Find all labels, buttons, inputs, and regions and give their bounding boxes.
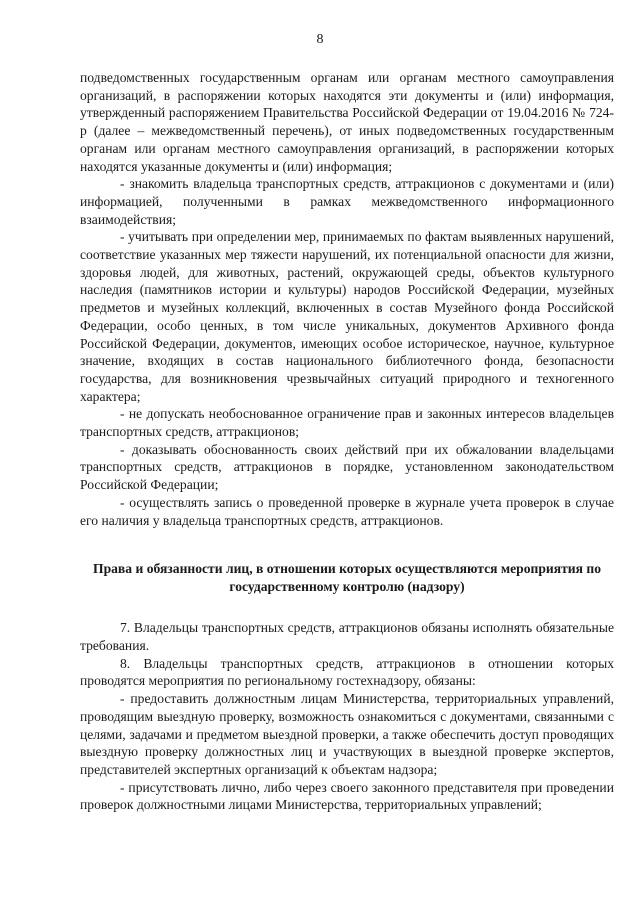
- paragraph: - осуществлять запись о проведенной проверке в журнале учета проверок в случае его наличия у владельца транспортных средств, аттракционов.: [80, 494, 614, 528]
- paragraph: - учитывать при определении мер, принимаемых по фактам выявленных нарушений, соответствие указанных мер тяжести нарушений, их потенциальной опасности для жизни, здоровья людей, для животных, растений, окружающей среды, объектов культурного наследия (памятников истории и культуры) народов Российской Федерации, музейных предметов и музейных коллекций, включенных в состав Музейного фонда Российской Федерации, особо ценных, в том числе уникальных, документов Архивного фонда Российской Федерации, документов, имеющих особое историческое, научное, культурное значение, входящих в состав национального библиотечного фонда, безопасности государства, для возникновения чрезвычайных ситуаций природного и техногенного характера;: [80, 229, 614, 404]
- paragraph: 8. Владельцы транспортных средств, аттракционов в отношении которых проводятся мероприятия по региональному гостехнадзору, обязаны:: [80, 655, 614, 689]
- paragraph: - не допускать необоснованное ограничение прав и законных интересов владельцев транспортных средств, аттракционов;: [80, 406, 614, 440]
- paragraph: - доказывать обоснованность своих действий при их обжаловании владельцами транспортных средств, аттракционов в порядке, установленном законодательством Российской Федерации;: [80, 441, 614, 493]
- section-heading: Права и обязанности лиц, в отношении которых осуществляются мероприятия по государственному контролю (надзору): [93, 561, 601, 595]
- paragraph: подведомственных государственным органам или органам местного самоуправления организаций, в распоряжении которых находятся эти документы и (или) информация, утвержденный распоряжением Правительства Российской Федерации от 19.04.2016 № 724-р (далее – межведомственный перечень), от иных подведомственных государственным органам или органам местного самоуправления организаций, в распоряжении которых находятся указанные документы и (или) информация;: [80, 70, 614, 174]
- paragraph: - присутствовать лично, либо через своего законного представителя при проведении проверок должностными лицами Министерства, территориальных управлений;: [80, 779, 614, 813]
- page-number: 8: [316, 32, 324, 47]
- paragraph: 7. Владельцы транспортных средств, аттракционов обязаны исполнять обязательные требования.: [80, 620, 614, 653]
- paragraph: - знакомить владельца транспортных средств, аттракционов с документами и (или) информацией, полученными в рамках межведомственного информационного взаимодействия;: [80, 176, 614, 227]
- paragraph: - предоставить должностным лицам Министерства, территориальных управлений, проводящим выездную проверку, возможность ознакомиться с документами, связанными с целями, задачами и предметом выездной проверки, а также обеспечить доступ проводящих выездную проверку должностных лиц и участвующих в выездной проверке экспертов, представителей экспертных организаций к объектам надзора;: [80, 691, 614, 777]
- document-body: [80, 69, 614, 814]
